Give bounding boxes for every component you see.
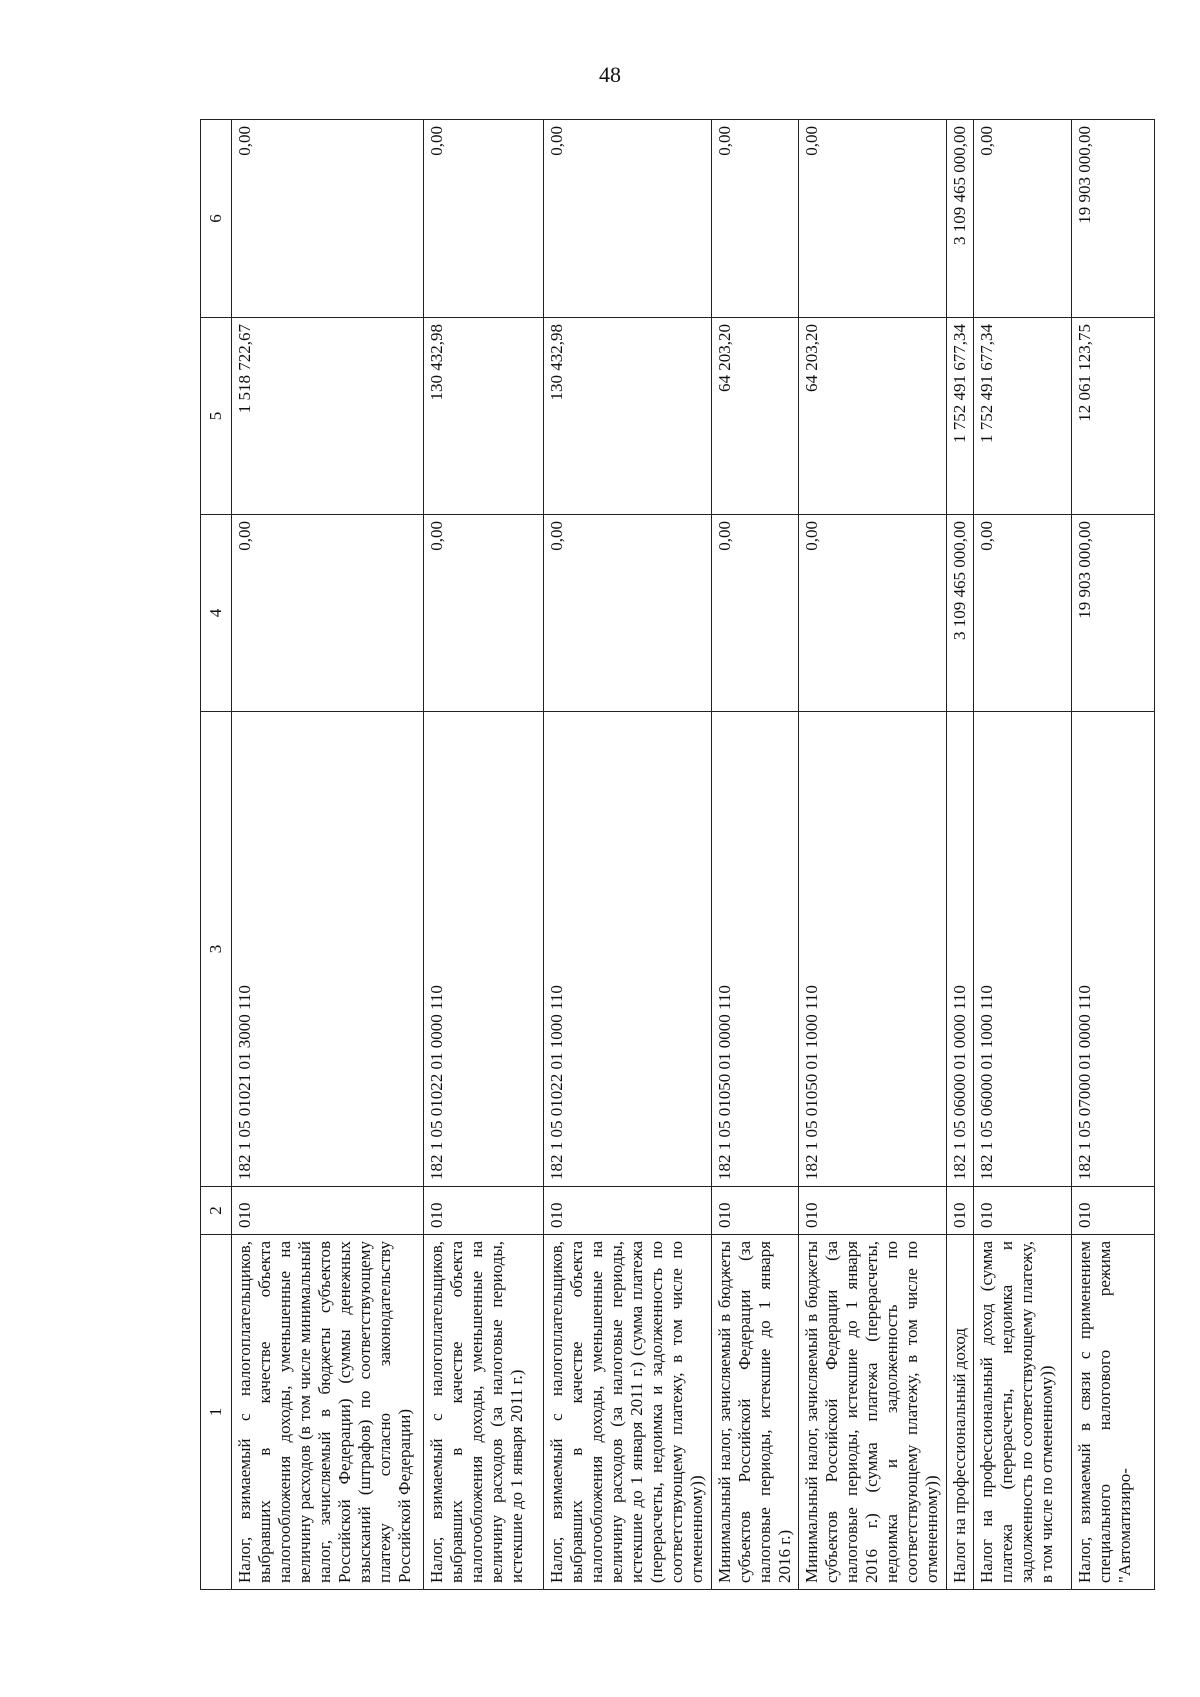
value-col-4: 3 109 465 000,00	[946, 515, 973, 712]
row-code: 010	[232, 1187, 424, 1235]
column-header-3: 3	[201, 712, 232, 1187]
value-col-5: 1 752 491 677,34	[973, 318, 1071, 515]
value-col-4: 0,00	[424, 515, 544, 712]
value-col-6: 0,00	[424, 120, 544, 318]
page-number: 48	[599, 62, 621, 87]
table-row	[946, 120, 973, 1590]
value-col-6: 0,00	[232, 120, 424, 318]
budget-classification-code: 182 1 05 01050 01 0000 110	[712, 712, 799, 1187]
value-col-4: 0,00	[232, 515, 424, 712]
value-col-6: 0,00	[712, 120, 799, 318]
value-col-6: 3 109 465 000,00	[946, 120, 973, 318]
table-row	[544, 120, 712, 1590]
budget-classification-code: 182 1 05 01022 01 1000 110	[544, 712, 712, 1187]
value-col-4: 0,00	[712, 515, 799, 712]
row-code: 010	[973, 1187, 1071, 1235]
income-name: Налог, взимаемый с налогоплательщиков, выбравших в качестве объекта налогообложения доходы, уменьшенные на величину расходов (за налоговые периоды, истекшие до 1 января 2011 г.) (сумма платежа (перерасчеты, недоимка и задолженность по соответствующему платежу, в том числе по отмененному))	[544, 1235, 712, 1590]
row-code: 010	[712, 1187, 799, 1235]
value-col-5: 64 203,20	[712, 318, 799, 515]
table-row	[712, 120, 799, 1590]
budget-classification-code: 182 1 05 01050 01 1000 110	[799, 712, 946, 1187]
budget-classification-code: 182 1 05 07000 01 0000 110	[1071, 712, 1154, 1187]
budget-classification-code: 182 1 05 06000 01 1000 110	[973, 712, 1071, 1187]
income-name: Налог, взимаемый с налогоплательщиков, выбравших в качестве объекта налогообложения доходы, уменьшенные на величину расходов (за налоговые периоды, истекшие до 1 января 2011 г.)	[424, 1235, 544, 1590]
value-col-4: 19 903 000,00	[1071, 515, 1154, 712]
row-code: 010	[946, 1187, 973, 1235]
income-name: Налог, взимаемый с налогоплательщиков, выбравших в качестве объекта налогообложения доходы, уменьшенные на величину расходов (в том числе минимальный налог, зачисляемый в бюджеты субъектов Российской Федерации) (суммы денежных взысканий (штрафов) по соответствующему платежу согласно законодательству Российской Федерации)	[232, 1235, 424, 1590]
income-name: Минимальный налог, зачисляемый в бюджеты субъектов Российской Федерации (за налоговые периоды, истекшие до 1 января 2016 г.)	[712, 1235, 799, 1590]
row-code: 010	[424, 1187, 544, 1235]
value-col-5: 1 752 491 677,34	[946, 318, 973, 515]
rotated-table-container	[200, 120, 1155, 1590]
column-header-2: 2	[201, 1187, 232, 1235]
column-header-5: 5	[201, 318, 232, 515]
budget-revenue-table	[200, 119, 1155, 1590]
column-header-1: 1	[201, 1235, 232, 1590]
value-col-6: 19 903 000,00	[1071, 120, 1154, 318]
value-col-5: 130 432,98	[424, 318, 544, 515]
column-header-4: 4	[201, 515, 232, 712]
column-header-6: 6	[201, 120, 232, 318]
value-col-5: 1 518 722,67	[232, 318, 424, 515]
income-name: Налог, взимаемый в связи с применением специального налогового режима "Автоматизиро-	[1071, 1235, 1154, 1590]
row-code: 010	[799, 1187, 946, 1235]
value-col-5: 12 061 123,75	[1071, 318, 1154, 515]
value-col-4: 0,00	[799, 515, 946, 712]
income-name: Налог на профессиональный доход (сумма платежа (перерасчеты, недоимка и задолженность по соответствующему платежу, в том числе по отмененному))	[973, 1235, 1071, 1590]
value-col-6: 0,00	[973, 120, 1071, 318]
value-col-5: 130 432,98	[544, 318, 712, 515]
value-col-5: 64 203,20	[799, 318, 946, 515]
table-row	[973, 120, 1071, 1590]
budget-classification-code: 182 1 05 01021 01 3000 110	[232, 712, 424, 1187]
row-code: 010	[1071, 1187, 1154, 1235]
value-col-4: 0,00	[544, 515, 712, 712]
income-name: Налог на профессиональный доход	[946, 1235, 973, 1590]
budget-classification-code: 182 1 05 06000 01 0000 110	[946, 712, 973, 1187]
row-code: 010	[544, 1187, 712, 1235]
table-row	[1071, 120, 1154, 1590]
income-name: Минимальный налог, зачисляемый в бюджеты субъектов Российской Федерации (за налоговые периоды, истекшие до 1 января 2016 г.) (сумма платежа (перерасчеты, недоимка и задолженность по соответствующему платежу, в том числе по отмененному))	[799, 1235, 946, 1590]
table-row	[232, 120, 424, 1590]
value-col-4: 0,00	[973, 515, 1071, 712]
table-row	[799, 120, 946, 1590]
value-col-6: 0,00	[799, 120, 946, 318]
table-row	[424, 120, 544, 1590]
column-number-row	[201, 120, 232, 1590]
value-col-6: 0,00	[544, 120, 712, 318]
budget-classification-code: 182 1 05 01022 01 0000 110	[424, 712, 544, 1187]
